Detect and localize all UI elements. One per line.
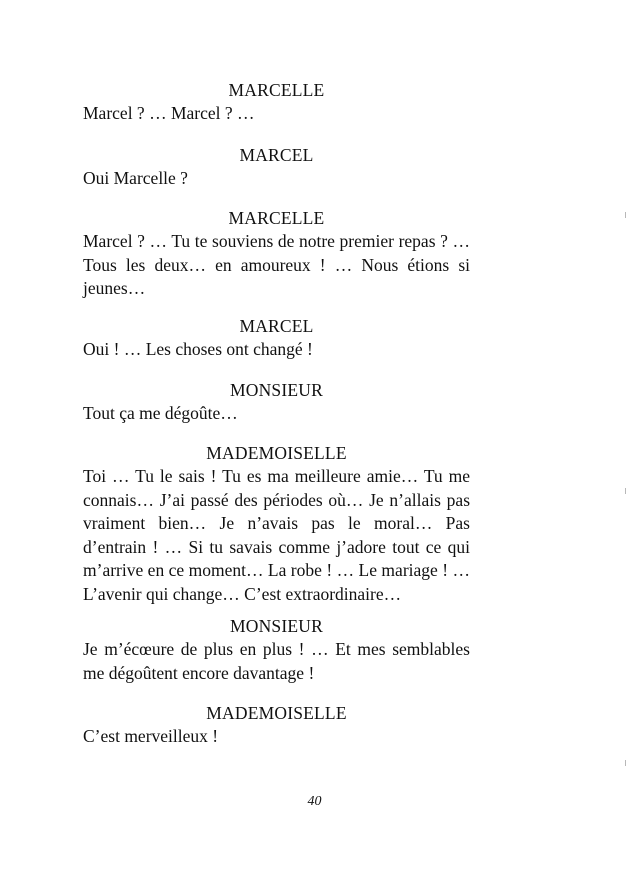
page-number: 40	[307, 794, 322, 809]
speaker-name: MONSIEUR	[230, 616, 323, 636]
dialogue-line: Marcel ? … Tu te souviens de notre premier repas ? … Tous les deux… en amoureux ! … Nous étions si jeunes…	[83, 231, 470, 298]
speaker-name: MARCELLE	[228, 208, 325, 228]
dialogue-entry	[83, 143, 470, 191]
dialogue-entry	[83, 701, 470, 749]
scan-edge-mark	[625, 488, 626, 494]
dialogue-entry	[83, 206, 470, 301]
speaker-name: MARCEL	[239, 316, 314, 336]
dialogue-entry	[83, 314, 470, 362]
speaker-name: MADEMOISELLE	[206, 443, 347, 463]
dialogue-line: Tout ça me dégoûte…	[83, 403, 238, 423]
dialogue-line: C’est merveilleux !	[83, 726, 219, 746]
dialogue-line: Oui ! … Les choses ont changé !	[83, 339, 313, 359]
dialogue-line: Je m’écœure de plus en plus ! … Et mes semblables me dégoûtent encore davantage !	[83, 639, 470, 683]
scan-edge-mark	[625, 760, 626, 766]
speaker-name: MADEMOISELLE	[206, 703, 347, 723]
dialogue-entry	[83, 78, 470, 126]
dialogue-entry	[83, 614, 470, 685]
dialogue-entry	[83, 378, 470, 426]
dialogue-line: Marcel ? … Marcel ? …	[83, 103, 255, 123]
dialogue-line: Toi … Tu le sais ! Tu es ma meilleure amie… Tu me connais… J’ai passé des périodes où… Je n’allais pas vraiment bien… Je n’avais pas le moral… Pas d’entrain ! … Si tu savais comme j’adore tout ce qui m’arrive en ce moment… La robe ! … Le mariage ! … L’avenir qui change… C’est extraordinaire…	[83, 466, 470, 604]
speaker-name: MARCELLE	[228, 80, 325, 100]
dialogue-line: Oui Marcelle ?	[83, 168, 188, 188]
speaker-name: MONSIEUR	[230, 380, 323, 400]
dialogue-entry	[83, 441, 470, 606]
scan-edge-mark	[625, 212, 626, 218]
speaker-name: MARCEL	[239, 145, 314, 165]
